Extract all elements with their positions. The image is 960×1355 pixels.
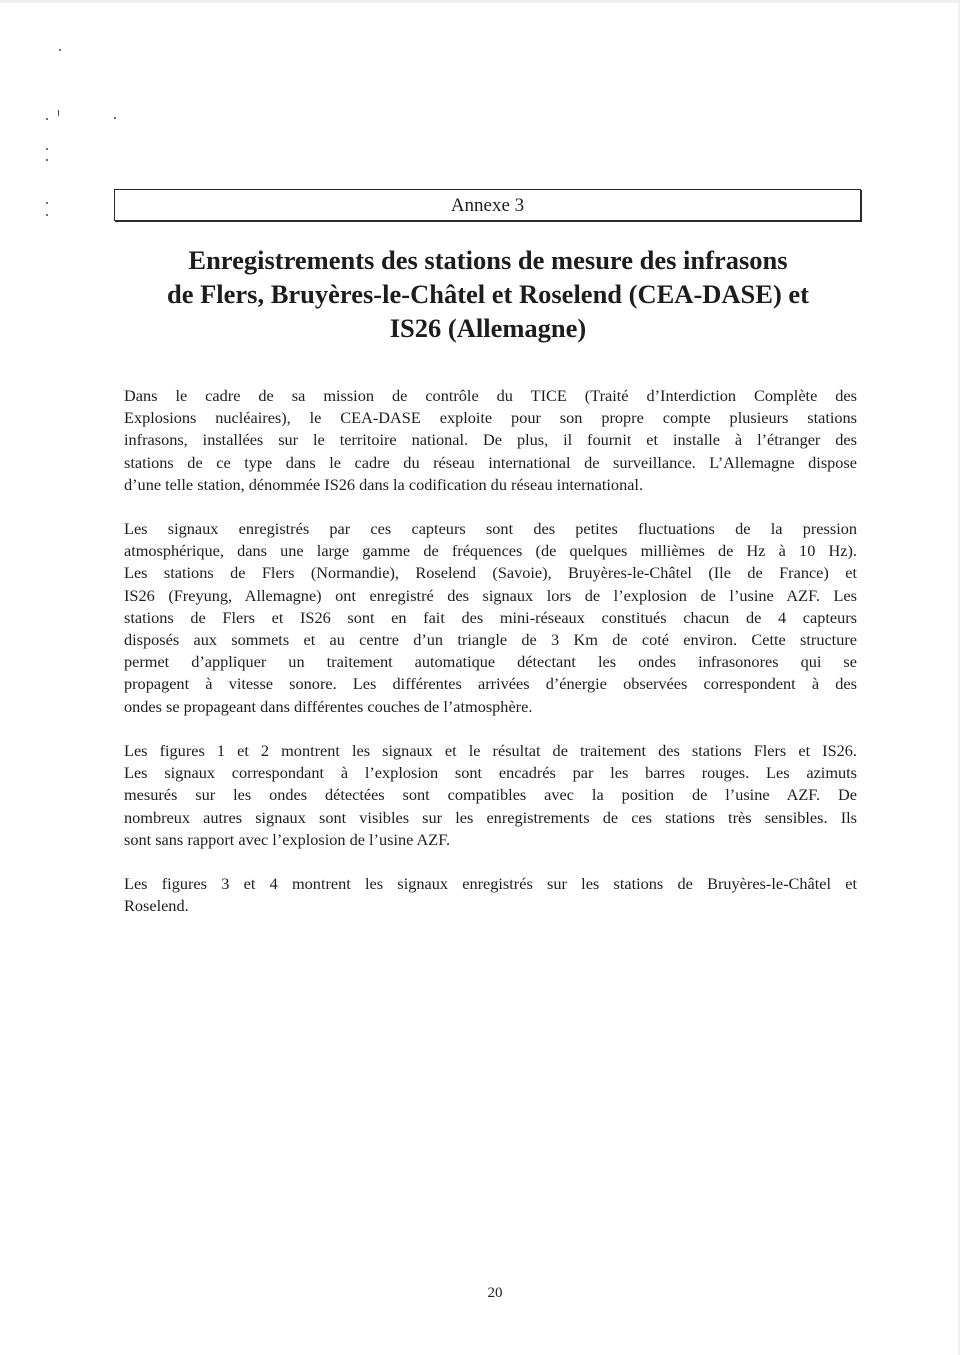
title-line: IS26 (Allemagne) bbox=[389, 313, 587, 343]
scan-speck bbox=[46, 159, 48, 161]
paragraph-line: Les figures 1 et 2 montrent les signaux et le résultat de traitement des stations Flers et IS26. bbox=[124, 741, 857, 760]
annex-label: Annexe 3 bbox=[450, 195, 525, 216]
scan-speck bbox=[46, 214, 48, 216]
paragraph-line: permet d’appliquer un traitement automatique détectant les ondes infrasonores qui se bbox=[124, 652, 857, 672]
paragraph-line: d’une telle station, dénommée IS26 dans la codification du réseau international. bbox=[124, 474, 644, 494]
paragraph-line: mesurés sur les ondes détectées sont compatibles avec la position de l’usine AZF. De bbox=[124, 785, 857, 805]
paragraph-line: infrasons, installées sur le territoire national. De plus, il fournit et installe à l’étranger des bbox=[124, 430, 857, 450]
paragraph-line: ondes se propageant dans différentes couches de l’atmosphère. bbox=[124, 696, 533, 716]
body-paragraph bbox=[124, 518, 857, 718]
paragraph-line: disposés aux sommets et au centre d’un triangle de 3 Km de coté environ. Cette structure bbox=[124, 630, 857, 650]
document-title bbox=[100, 243, 876, 345]
paragraph-line: Roselend. bbox=[124, 896, 189, 916]
scan-speck bbox=[46, 118, 48, 120]
title-line: de Flers, Bruyères-le-Châtel et Roselend (CEA-DASE) et bbox=[166, 279, 809, 309]
body-paragraph bbox=[124, 385, 857, 496]
paragraph-line: stations de Flers et IS26 sont en fait des mini-réseaux constitués chacun de 4 capteurs bbox=[124, 607, 857, 627]
paragraph-line: Les signaux correspondant à l’explosion sont encadrés par les barres rouges. Les azimuts bbox=[124, 763, 857, 783]
paragraph-line: Dans le cadre de sa mission de contrôle du TICE (Traité d’Interdiction Complète des bbox=[124, 386, 857, 405]
title-line: Enregistrements des stations de mesure des infrasons bbox=[188, 245, 788, 275]
paragraph-line: Les figures 3 et 4 montrent les signaux enregistrés sur les stations de Bruyères-le-Châtel et bbox=[124, 874, 857, 893]
paragraph-line: IS26 (Freyung, Allemagne) ont enregistré des signaux lors de l’explosion de l’usine AZF. Les bbox=[124, 585, 857, 605]
scan-speck bbox=[46, 148, 48, 150]
paragraph-line: stations de ce type dans le cadre du réseau international de surveillance. L’Allemagne dispose bbox=[124, 452, 857, 472]
paragraph-line: atmosphérique, dans une large gamme de fréquences (de quelques millièmes de Hz à 10 Hz). bbox=[124, 541, 857, 561]
paragraph-line: propagent à vitesse sonore. Les différentes arrivées d’énergie observées correspondent à des bbox=[124, 674, 857, 694]
scan-speck bbox=[59, 49, 61, 51]
page-number: 20 bbox=[487, 1285, 503, 1301]
body-paragraph bbox=[124, 740, 857, 851]
annex-header-box bbox=[114, 189, 861, 221]
paragraph-line: nombreux autres signaux sont visibles sur les enregistrements de ces stations très sensibles. Ils bbox=[124, 807, 857, 827]
body-paragraph bbox=[124, 873, 857, 917]
paragraph-line: Les stations de Flers (Normandie), Roselend (Savoie), Bruyères-le-Châtel (Ile de France) et bbox=[124, 563, 857, 583]
scan-speck bbox=[58, 110, 59, 116]
scan-speck bbox=[114, 117, 116, 119]
paragraph-line: sont sans rapport avec l’explosion de l’usine AZF. bbox=[124, 829, 451, 849]
scan-speck bbox=[46, 202, 48, 204]
scan-edge bbox=[0, 0, 960, 3]
paragraph-line: Les signaux enregistrés par ces capteurs sont des petites fluctuations de la pression bbox=[124, 519, 857, 538]
paragraph-line: Explosions nucléaires), le CEA-DASE exploite pour son propre compte plusieurs stations bbox=[124, 408, 857, 428]
